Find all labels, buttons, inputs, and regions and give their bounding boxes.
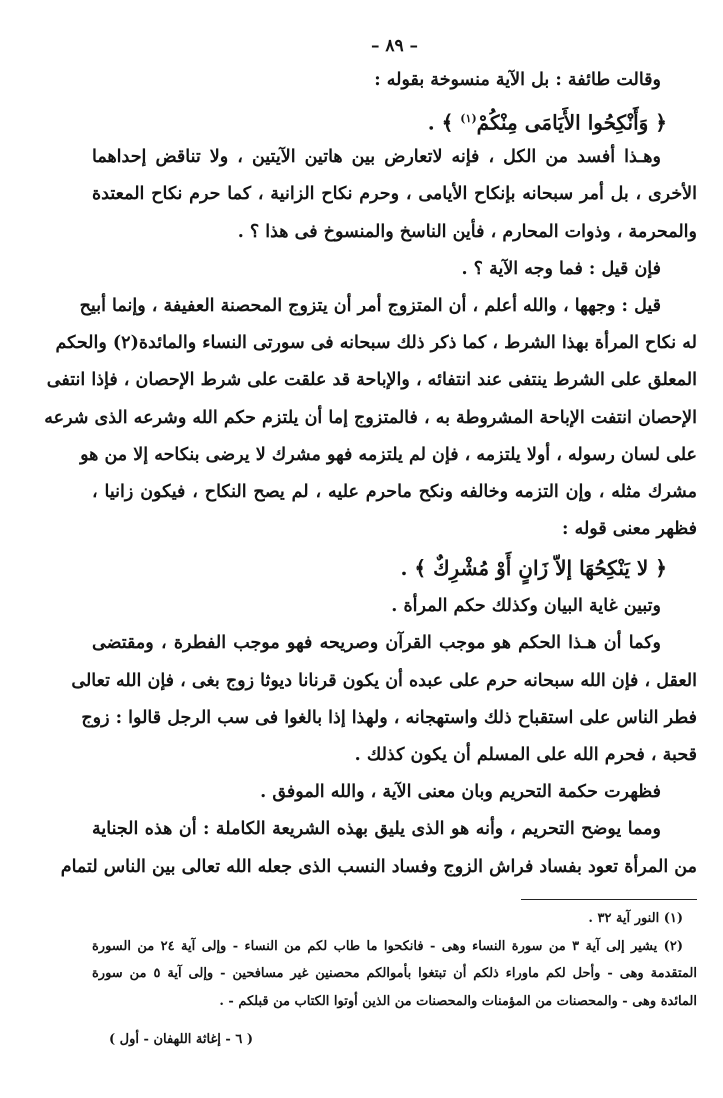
paragraph — [71, 625, 697, 774]
text-line: العقل ، فإن الله سبحانه حرم على عبده أن يكون قرنانا ديوثا زوج بغى ، فإن الله تعالى — [71, 670, 697, 691]
text-line: على لسان رسوله ، أولا يلتزمه ، فإن لم يلتزمه فهو مشرك لا يرضى بنكاحه إلا من هو — [80, 444, 697, 465]
text-line: فظهرت حكمة التحريم وبان معنى الآية ، والله الموفق . — [260, 782, 661, 803]
footnote-divider — [521, 899, 697, 900]
text-line: فإن قيل : فما وجه الآية ؟ . — [461, 258, 661, 279]
text-line: مشرك مثله ، وإن التزمه وخالفه ونكح ماحرم عليه ، لم يصح النكاح ، فيكون زانيا ، — [92, 481, 697, 502]
main-text — [44, 62, 697, 886]
text-line: فظهر معنى قوله : — [562, 519, 697, 540]
paragraph — [92, 251, 697, 288]
paragraph — [92, 774, 697, 811]
text-line: وهـذا أفسد من الكل ، فإنه لاتعارض بين هاتين الآيتين ، ولا تناقض إحداهما — [92, 147, 661, 168]
paragraph — [92, 139, 697, 251]
quran-verse — [92, 548, 697, 588]
text-line: فطر الناس على استقباح ذلك واستهجانه ، ولهذا إذا بالغوا فى سب الرجل قالوا : زوج — [81, 707, 697, 728]
quran-verse — [92, 99, 697, 139]
footnotes — [92, 905, 697, 1015]
text-line: وقالت طائفة : بل الآية منسوخة بقوله : — [374, 70, 661, 90]
footnote — [92, 933, 697, 1016]
paragraph — [44, 288, 697, 548]
verse-text: ﴿ لا يَنْكِحُهَا إلاّ زَانٍ أَوْ مُشْرِكٌ — [433, 556, 667, 581]
text-line: الأخرى ، بل أمر سبحانه بإنكاح الأيامى ، وحرم نكاح الزانية ، كما حرم نكاح المعتدة — [92, 184, 697, 205]
verse-close: ﴾ . — [400, 556, 434, 581]
text-line: قحبة ، فحرم الله على المسلم أن يكون كذلك . — [354, 745, 697, 765]
text-line: المعلق على الشرط ينتفى عند انتفائه ، والإباحة قد علقت على شرط الإحصان ، فإذا انتفى — [46, 370, 697, 391]
text-line: الإحصان انتفت الإباحة المشروطة به ، فالمتزوج إما أن يلتزم حكم الله وشرعه الذى شرعه — [44, 407, 697, 428]
verse-close: ﴾ . — [427, 110, 461, 135]
footnote-line: (٢) يشير إلى آية ٣ من سورة النساء وهى - فانكحوا ما طاب لكم من النساء - وإلى آية ٢٤ من السورة — [92, 938, 683, 954]
text-line: وتبين غاية البيان وكذلك حكم المرأة . — [391, 596, 661, 617]
text-line: من المرأة تعود بفساد فراش الزوج وفساد النسب الذى جعله الله تعالى بين الناس لتمام — [60, 856, 697, 877]
signature-line: ( ٦ - إغاثة اللهفان - أول ) — [108, 1032, 253, 1047]
footnote-line: المائدة وهى - والمحصنات من المؤمنات والمحصنات من الذين أوتوا الكتاب من قبلكم - . — [219, 993, 697, 1009]
text-line: ومما يوضح التحريم ، وأنه هو الذى يليق بهذه الشريعة الكاملة : أن هذه الجناية — [92, 819, 661, 840]
verse-text: ﴿ وَأَنْكِحُوا الأَيَامَى مِنْكُمْ — [476, 110, 667, 135]
paragraph — [92, 62, 697, 99]
footnote — [92, 905, 697, 933]
text-line: والمحرمة ، وذوات المحارم ، فأين الناسخ والمنسوخ فى هذا ؟ . — [237, 221, 697, 242]
footnote-line: المتقدمة وهى - وأحل لكم ماوراء ذلكم أن تبتغوا بأموالكم محصنين غير مسافحين - وإلى آية ٥ من سورة — [92, 966, 697, 981]
text-line: قيل : وجهها ، والله أعلم ، أن المتزوج أمر أن يتزوج المحصنة العفيفة ، وإنما أبيح — [79, 295, 661, 316]
footnote-reference: (١) — [460, 112, 477, 126]
paragraph — [60, 811, 697, 885]
text-line: له نكاح المرأة بهذا الشرط ، كما ذكر ذلك سبحانه فى سورتى النساء والمائدة(٢) والحكم — [55, 333, 697, 354]
text-line: وكما أن هـذا الحكم هو موجب القرآن وصريحه فهو موجب الفطرة ، ومقتضى — [92, 633, 661, 654]
paragraph — [92, 588, 697, 625]
page-number: – ٨٩ – — [370, 36, 419, 56]
footnote-line: (١) النور آية ٣٢ . — [588, 911, 683, 926]
